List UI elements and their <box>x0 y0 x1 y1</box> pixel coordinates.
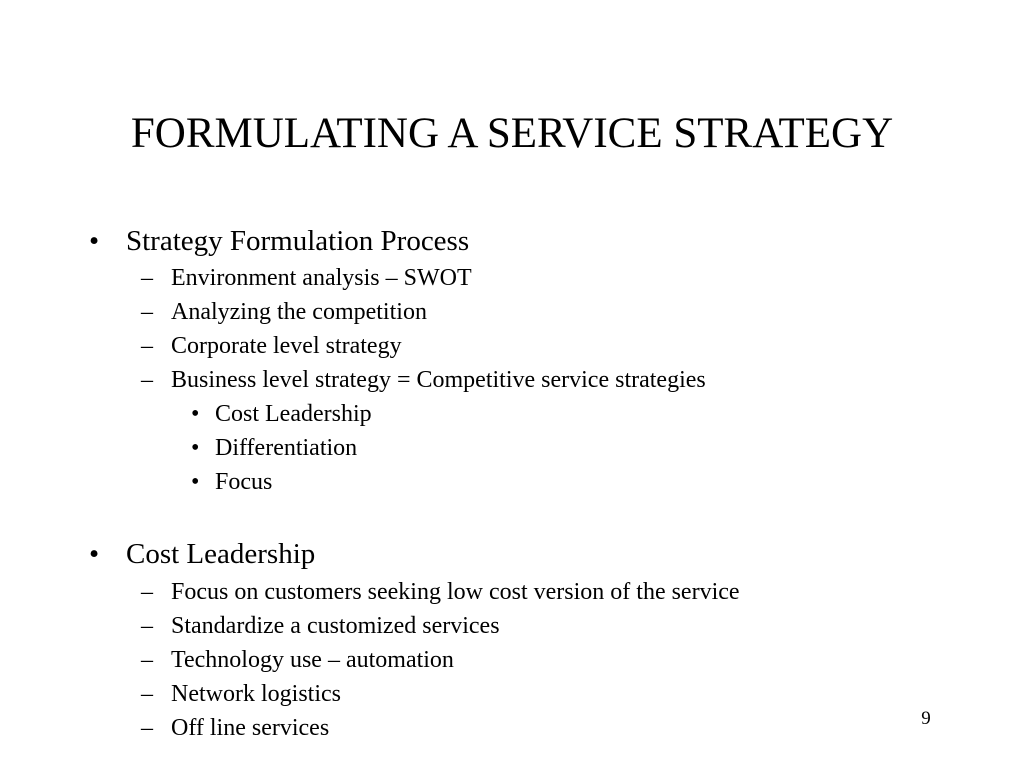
sub-bullet-item <box>141 577 740 607</box>
bullet-marker: • <box>89 225 100 257</box>
bullet-marker: • <box>191 435 200 461</box>
sub-bullet-text: Off line services <box>171 715 330 741</box>
dash-marker: – <box>141 647 153 673</box>
sub-bullet-item <box>141 263 472 293</box>
dash-marker: – <box>141 265 153 291</box>
sub-bullet-text: Analyzing the competition <box>171 299 427 325</box>
sub-bullet-item <box>141 713 330 743</box>
dash-marker: – <box>141 367 153 393</box>
sub-bullet-text: Network logistics <box>171 681 341 707</box>
sub-sub-bullet-text: Cost Leadership <box>215 401 372 427</box>
sub-bullet-item <box>141 679 341 709</box>
dash-marker: – <box>141 715 153 741</box>
sub-bullet-item <box>141 297 427 327</box>
sub-sub-bullet-text: Focus <box>215 469 273 495</box>
dash-marker: – <box>141 681 153 707</box>
bullet-item <box>89 537 316 571</box>
sub-sub-bullet-item <box>191 399 372 429</box>
sub-bullet-item <box>141 331 402 361</box>
sub-sub-bullet-item <box>191 467 273 497</box>
bullet-marker: • <box>191 469 200 495</box>
sub-bullet-item <box>141 365 706 395</box>
sub-sub-bullet-item <box>191 433 358 463</box>
bullet-marker: • <box>191 401 200 427</box>
bullet-text: Strategy Formulation Process <box>126 225 470 257</box>
dash-marker: – <box>141 299 153 325</box>
bullet-text: Cost Leadership <box>126 538 316 570</box>
sub-bullet-text: Technology use – automation <box>171 647 454 673</box>
dash-marker: – <box>141 333 153 359</box>
dash-marker: – <box>141 613 153 639</box>
bullet-item <box>89 224 470 258</box>
dash-marker: – <box>141 579 153 605</box>
bullet-marker: • <box>89 538 100 570</box>
sub-bullet-text: Standardize a customized services <box>171 613 500 639</box>
sub-sub-bullet-text: Differentiation <box>215 435 358 461</box>
page-number: 9 <box>921 708 931 729</box>
sub-bullet-item <box>141 611 500 641</box>
sub-bullet-text: Focus on customers seeking low cost version of the service <box>171 579 740 605</box>
sub-bullet-text: Business level strategy = Competitive service strategies <box>171 367 706 393</box>
sub-bullet-text: Corporate level strategy <box>171 333 402 359</box>
sub-bullet-text: Environment analysis – SWOT <box>171 265 472 291</box>
slide-title: FORMULATING A SERVICE STRATEGY <box>130 110 894 157</box>
sub-bullet-item <box>141 645 454 675</box>
